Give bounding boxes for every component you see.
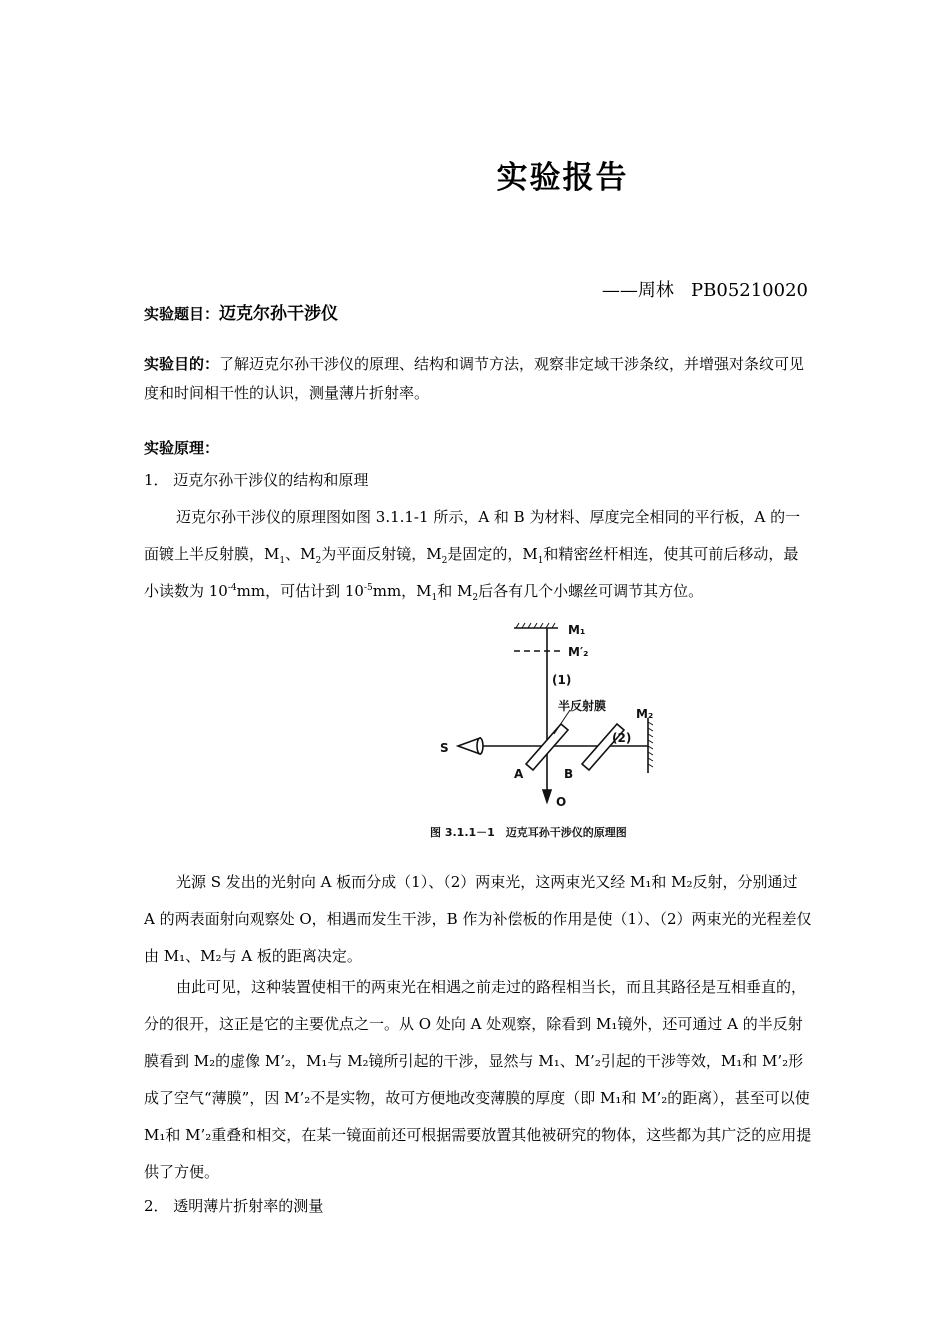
p1-text: 是固定的，M [447,545,538,563]
p1-text: 迈克尔孙干涉仪的原理图如图 3.1.1-1 所示，A 和 B 为材料、厚度完全相同的平行板，A 的一面镀上半反射膜，M [144,508,801,563]
p1-sub: 2 [315,556,322,566]
label-o: O [556,795,567,809]
p1-sub: 1 [431,593,438,603]
p1-sub: 1 [537,556,544,566]
paragraph-2: 光源 S 发出的光射向 A 板而分成（1）、（2）两束光，这两束光又经 M₁和 M₂反射，分别通过 A 的两表面射向观察处 O，相遇而发生干涉，B 作为补偿板的作用是使（1）、（2）两束光的光程差仅由 M₁、M₂与 A 板的距离决定。 [144,873,812,965]
label-m1: M₁ [568,623,586,637]
p1-text: 和精密丝杆相连，使其可前后移动，最小读数为 10 [144,545,799,600]
p1-text: 为平面反射镜，M [321,545,442,563]
p1-text: mm，M [372,582,432,600]
experiment-purpose [144,350,812,408]
section-1-heading: 1． 迈克尔孙干涉仪的结构和原理 [144,471,369,489]
label-b: B [564,767,574,781]
purpose-text: 了解迈克尔孙干涉仪的原理、结构和调节方法，观察非定域干涉条纹，并增强对条纹可见度和时间相干性的认识，测量薄片折射率。 [144,355,805,402]
arrow-o-icon [543,790,551,802]
topic-label: 实验题目： [144,305,220,323]
p1-sup: -4 [227,583,237,593]
label-a: A [514,767,524,781]
page-title: 实验报告 [496,160,629,196]
label-half-mirror: 半反射膜 [558,699,607,713]
figure-caption: 图 3.1.1－1 迈克耳孙干涉仪的原理图 [430,826,627,839]
label-m2-prime: M′₂ [568,645,589,659]
p1-text: 和 M [437,582,473,600]
label-beam-1: (1) [552,673,572,687]
author-line: ——周林 PB05210020 [601,280,808,301]
p1-sub: 1 [279,556,286,566]
michelson-diagram-svg [430,618,700,843]
label-beam-2: (2) [612,731,632,745]
p1-text: 后各有几个小螺丝可调节其方位。 [478,582,704,600]
section-2-heading: 2． 透明薄片折射率的测量 [144,1197,324,1215]
experiment-topic [144,300,812,329]
p1-text: 、M [285,545,316,563]
paragraph-1 [144,499,812,610]
label-s: S [440,741,449,755]
topic-value: 迈克尔孙干涉仪 [219,304,339,324]
p1-text: mm，可估计到 10 [236,582,364,600]
p1-sub: 2 [472,593,479,603]
principle-label: 实验原理： [144,439,220,457]
p1-sup: -5 [363,583,373,593]
label-m2: M₂ [636,707,654,721]
p1-sub: 2 [441,556,448,566]
paragraph-3: 由此可见，这种装置使相干的两束光在相遇之前走过的路程相当长，而且其路径是互相垂直的，分的很开，这正是它的主要优点之一。从 O 处向 A 处观察，除看到 M₁镜外，还可通过 A 的半反射膜看到 M₂的虚像 M’₂，M₁与 M₂镜所引起的干涉，显然与 M₁、M’₂引起的干涉等效，M₁和 M’₂形成了空气“薄膜”，因 M’₂不是实物，故可方便地改变薄膜的厚度（即 M₁和 M’₂的距离），甚至可以使 M₁和 M’₂重叠和相交，在某一镜面前还可根据需要放置其他被研究的物体，这些都为其广泛的应用提供了方便。 [144,978,812,1181]
michelson-diagram [430,618,700,843]
purpose-label: 实验目的： [144,355,220,373]
